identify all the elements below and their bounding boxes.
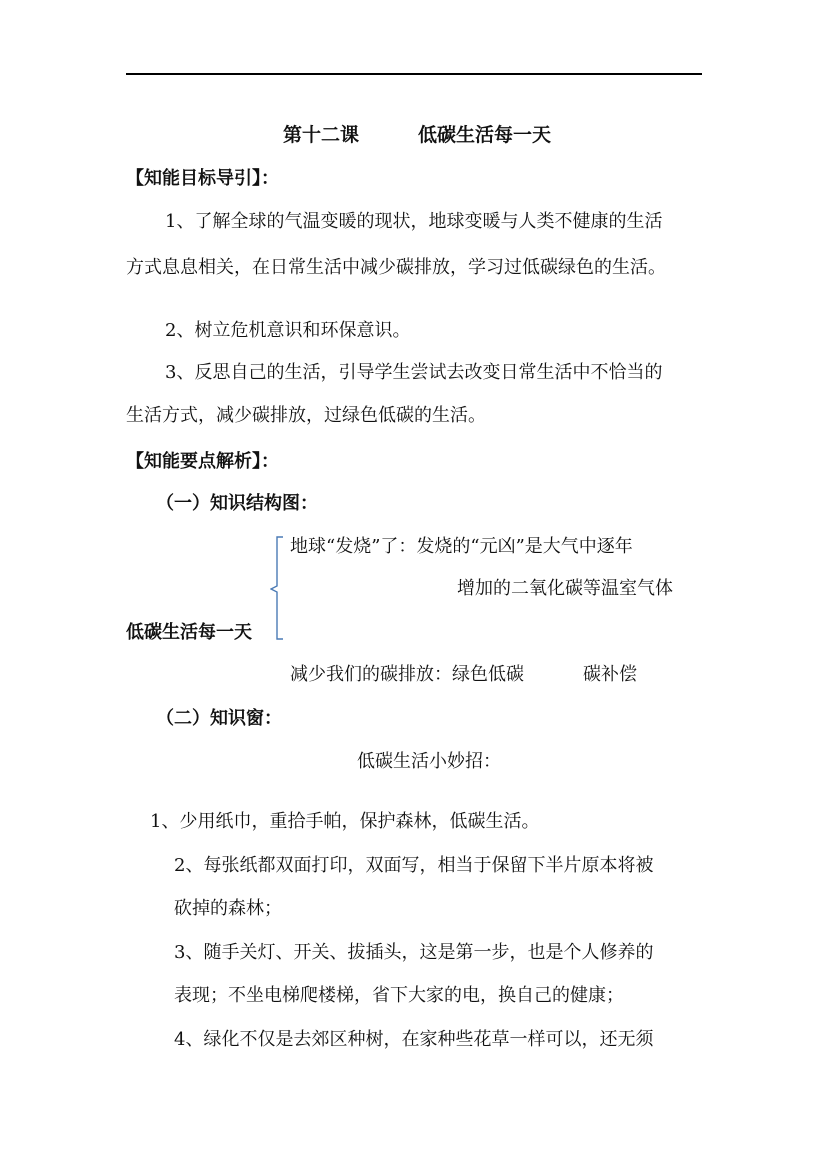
- structure-root: 低碳生活每一天: [126, 622, 252, 643]
- goal-item-3-line-2: 生活方式，减少碳排放，过绿色低碳的生活。: [126, 405, 486, 426]
- goal-item-3-line-1: 3、反思自己的生活，引导学生尝试去改变日常生活中不恰当的: [165, 362, 663, 383]
- tip-2-line-1: 2、每张纸都双面打印，双面写，相当于保留下半片原本将被: [174, 855, 654, 876]
- tip-4-line-1: 4、绿化不仅是去郊区种树，在家种些花草一样可以，还无须: [174, 1029, 654, 1050]
- subheading-structure: （一）知识结构图：: [156, 493, 318, 514]
- lesson-title: 低碳生活每一天: [418, 124, 552, 146]
- structure-branch-2: 减少我们的碳排放：绿色低碳: [290, 664, 524, 685]
- structure-branch-1-line-1: 地球“发烧”了：发烧的“元凶”是大气中逐年: [290, 536, 633, 557]
- section-heading-goals: 【知能目标导引】：: [126, 168, 279, 189]
- goal-item-1-line-1: 1、了解全球的气温变暖的现状，地球变暖与人类不健康的生活: [165, 211, 663, 232]
- section-heading-analysis: 【知能要点解析】：: [126, 451, 279, 472]
- subheading-knowledge-window: （二）知识窗：: [156, 708, 282, 729]
- structure-branch-2-extra: 碳补偿: [583, 664, 637, 685]
- lesson-number: 第十二课: [283, 124, 360, 146]
- tip-3-line-2: 表现；不坐电梯爬楼梯，省下大家的电，换自己的健康；: [174, 985, 624, 1006]
- structure-brace: [270, 536, 284, 640]
- knowledge-window-title: 低碳生活小妙招：: [357, 751, 501, 772]
- structure-branch-1-line-2: 增加的二氧化碳等温室气体: [457, 578, 673, 599]
- tip-2-line-2: 砍掉的森林；: [174, 898, 282, 919]
- goal-item-2: 2、树立危机意识和环保意识。: [165, 320, 411, 341]
- tip-3-line-1: 3、随手关灯、开关、拔插头，这是第一步，也是个人修养的: [174, 942, 654, 963]
- goal-item-1-line-2: 方式息息相关，在日常生活中减少碳排放，学习过低碳绿色的生活。: [126, 257, 666, 278]
- tip-1: 1、少用纸巾，重拾手帕，保护森林，低碳生活。: [150, 811, 540, 832]
- header-rule: [126, 73, 702, 75]
